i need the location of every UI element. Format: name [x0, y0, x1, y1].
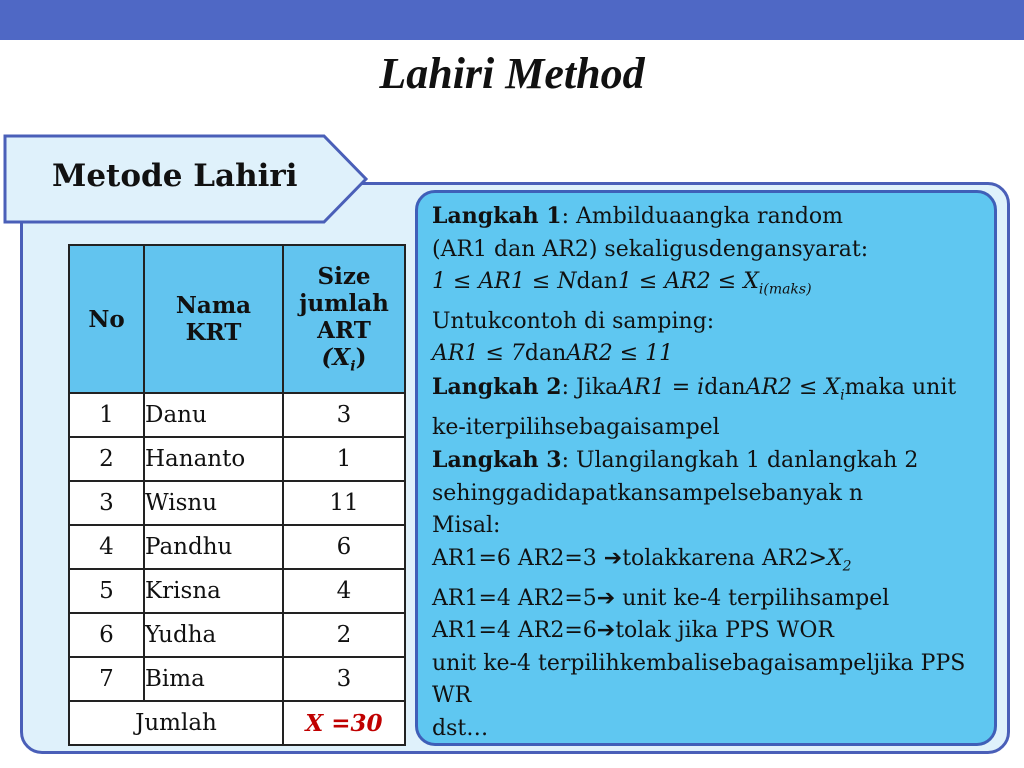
ex1-var: X	[826, 545, 843, 571]
cell-name: Wisnu	[144, 481, 283, 525]
ex1-post: tolakkarena AR2>	[622, 545, 827, 571]
condition-a: 1 ≤ AR1 ≤ N	[432, 269, 577, 294]
arrow-icon: ➔	[596, 585, 616, 611]
step3-label: Langkah 3	[432, 447, 562, 474]
slide-title: Lahiri Method	[379, 49, 645, 98]
krt-table	[68, 244, 406, 746]
example-line: Untukcontoh di samping:	[432, 308, 715, 334]
header-name: Nama KRT	[144, 245, 283, 393]
example-a: AR1 ≤ 7	[432, 341, 525, 367]
example4-line: unit ke-4 terpilihkembalisebagaisampeljika PPS	[432, 650, 966, 676]
cell-size: 3	[283, 393, 405, 437]
cell-no: 2	[69, 437, 144, 481]
header-no: No	[69, 245, 144, 393]
condition-line	[432, 266, 980, 306]
condition-sub: i(maks)	[758, 281, 812, 298]
table-row	[69, 393, 405, 437]
header-size-sub: i	[350, 358, 356, 375]
example2-line	[432, 583, 980, 616]
condition-dan: dan	[576, 269, 618, 294]
cell-size: 1	[283, 437, 405, 481]
ex2-pre: AR1=4 AR2=5	[432, 585, 597, 611]
step1-text: : Ambilduaangka random	[561, 204, 844, 229]
cell-size: 11	[283, 481, 405, 525]
cell-size: 3	[283, 657, 405, 701]
cell-no: 3	[69, 481, 144, 525]
ex3-post: tolak jika PPS WOR	[615, 618, 834, 644]
dst-line: dst…	[432, 715, 489, 741]
step1-label: Langkah 1	[432, 203, 562, 229]
header-size-line2: jumlah	[299, 290, 389, 318]
step2-math1: AR1 = i	[618, 374, 705, 400]
table-header-row	[69, 245, 405, 393]
top-accent-bar	[0, 0, 1024, 40]
cell-no: 7	[69, 657, 144, 701]
table-row	[69, 437, 405, 481]
steps-box	[415, 190, 997, 746]
cell-size: 6	[283, 525, 405, 569]
step3-text: : Ulangilangkah 1 danlangkah 2	[561, 448, 919, 474]
ex2-post: unit ke-4 terpilihsampel	[615, 585, 890, 611]
table-row	[69, 569, 405, 613]
cell-name: Krisna	[144, 569, 283, 613]
cell-no: 1	[69, 393, 144, 437]
section-tag-label: Metode Lahiri	[52, 158, 298, 194]
arrow-icon: ➔	[603, 545, 623, 571]
cell-name: Hananto	[144, 437, 283, 481]
ex1-pre: AR1=6 AR2=3	[432, 545, 604, 571]
step2-math2: AR2 ≤ X	[745, 374, 841, 400]
table-row	[69, 481, 405, 525]
table-total-row	[69, 701, 405, 745]
example1-line	[432, 543, 980, 583]
cell-no: 5	[69, 569, 144, 613]
step2-pre: : Jika	[561, 374, 619, 400]
header-size	[283, 245, 405, 393]
table-row	[69, 613, 405, 657]
cell-name: Danu	[144, 393, 283, 437]
example-dan: dan	[524, 341, 567, 367]
table-row	[69, 525, 405, 569]
ex1-sub: 2	[842, 558, 852, 575]
step3-line	[432, 444, 980, 478]
header-size-line3: ART	[317, 317, 371, 345]
condition-b: 1 ≤ AR2 ≤ X	[617, 269, 759, 294]
example-b: AR2 ≤ 11	[566, 341, 674, 367]
step2-line	[432, 371, 980, 412]
cell-name: Yudha	[144, 613, 283, 657]
example4-line2: WR	[432, 683, 472, 709]
cell-size: 2	[283, 613, 405, 657]
example3-line	[432, 615, 980, 648]
cell-no: 6	[69, 613, 144, 657]
header-size-close: )	[355, 344, 367, 372]
ex3-pre: AR1=4 AR2=6	[432, 618, 597, 644]
step1-line	[432, 200, 980, 234]
step2-dan: dan	[704, 374, 746, 400]
total-label: Jumlah	[69, 701, 283, 745]
step2-label: Langkah 2	[432, 373, 562, 400]
header-size-line4	[284, 344, 404, 375]
step2-sub: i	[840, 387, 845, 404]
cell-size: 4	[283, 569, 405, 613]
step2-post: maka unit	[844, 374, 957, 400]
step3-line2: sehinggadidapatkansampelsebanyak n	[432, 480, 864, 506]
step1-line2: (AR1 dan AR2) sekaligusdengansyarat:	[432, 236, 869, 262]
cell-name: Pandhu	[144, 525, 283, 569]
table-row	[69, 657, 405, 701]
arrow-icon: ➔	[596, 618, 616, 644]
misal-line: Misal:	[432, 513, 501, 539]
step2-line2: ke-iterpilihsebagaisampel	[432, 414, 720, 440]
header-size-var: (X	[321, 344, 351, 372]
cell-no: 4	[69, 525, 144, 569]
header-size-line1: Size	[317, 263, 371, 291]
example-condition	[432, 338, 980, 371]
cell-name: Bima	[144, 657, 283, 701]
total-value: X =30	[283, 701, 405, 745]
